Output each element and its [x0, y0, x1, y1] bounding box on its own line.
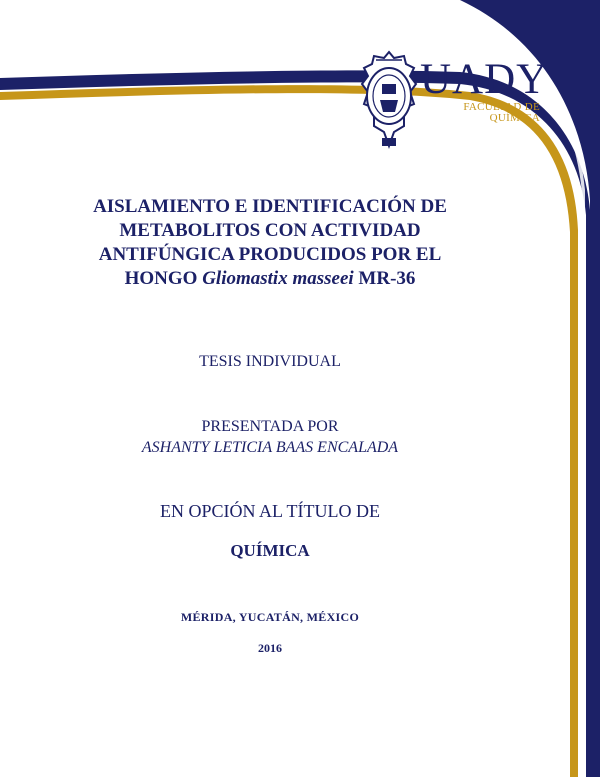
thesis-title	[0, 195, 540, 291]
author-name: ASHANTY LETICIA BAAS ENCALADA	[141, 439, 399, 456]
faculty-name-line2: QUÍMICA	[489, 112, 540, 124]
degree-name: QUÍMICA	[230, 541, 310, 560]
year: 2016	[258, 641, 282, 655]
title-line-4-prefix: HONGO	[124, 268, 198, 289]
title-line-4	[0, 267, 540, 291]
place: MÉRIDA, YUCATÁN, MÉXICO	[180, 610, 360, 624]
degree-option-label: EN OPCIÓN AL TÍTULO DE	[160, 501, 380, 521]
university-seal-logo	[354, 46, 424, 154]
faculty-name-line1: FACULTAD DE	[463, 101, 540, 113]
strain-code: MR-36	[358, 268, 416, 289]
species-name: Gliomastix masseei	[202, 268, 354, 289]
title-line-3: ANTIFÚNGICA PRODUCIDOS POR EL	[98, 244, 442, 265]
thesis-type: TESIS INDIVIDUAL	[199, 353, 341, 370]
title-line-1: AISLAMIENTO E IDENTIFICACIÓN DE	[93, 196, 447, 217]
presented-by-block	[0, 416, 540, 458]
university-name: UADY	[420, 56, 549, 103]
title-line-2: METABOLITOS CON ACTIVIDAD	[119, 220, 421, 241]
presented-by-label: PRESENTADA POR	[201, 418, 339, 435]
